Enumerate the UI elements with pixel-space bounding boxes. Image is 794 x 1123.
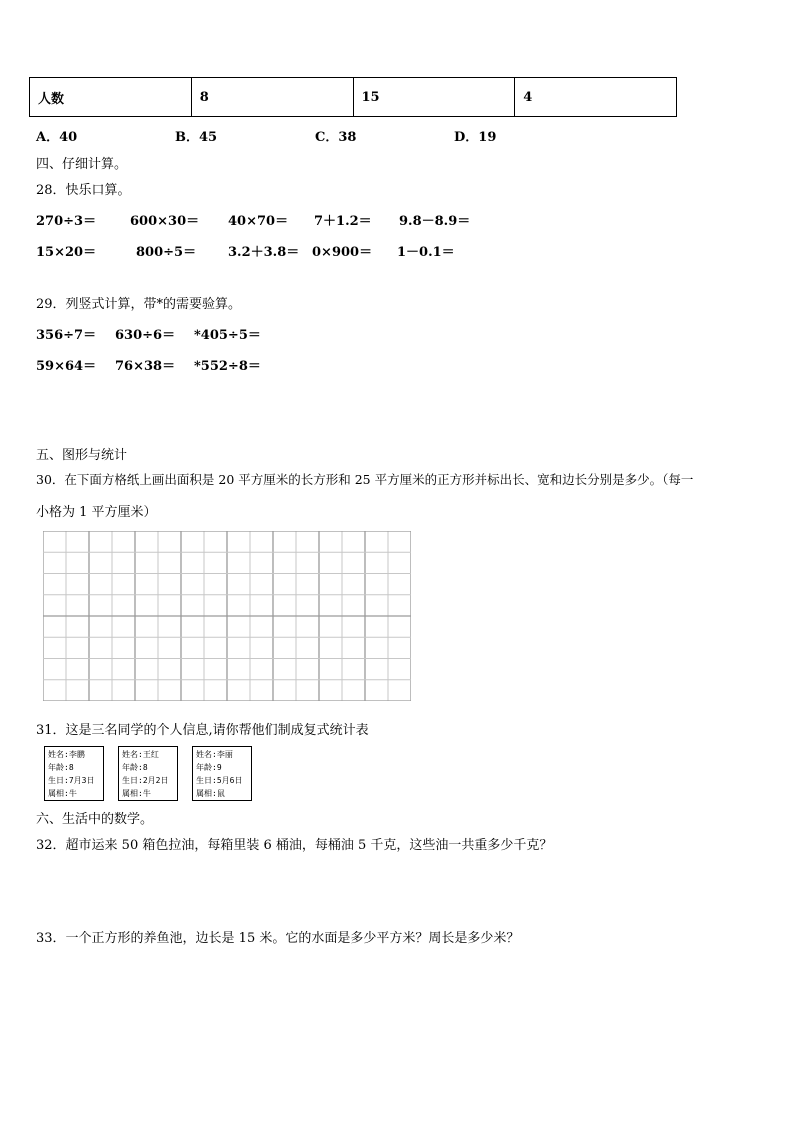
option-c: C．38 [315,130,357,145]
section-5-title: 五、图形与统计 [36,448,128,463]
q28-item: 800÷5＝ [136,245,197,260]
option-b: B．45 [175,130,218,145]
q29-title: 29．列竖式计算，带*的需要验算。 [36,297,242,312]
q28-item: 0×900＝ [312,245,373,260]
grid-paper[interactable] [43,531,411,701]
q33-text: 33．一个正方形的养鱼池，边长是 15 米。它的水面是多少平方米？周长是多少米？ [36,931,520,946]
q29-item: 59×64＝ [36,359,97,374]
q28-item: 40×70＝ [228,214,289,229]
card-line: 姓名:李鹏 [48,750,85,759]
card-line: 生日:2月2日 [122,776,169,785]
card-line: 生日:7月3日 [48,776,95,785]
q28-title: 28．快乐口算。 [36,183,131,198]
card-line: 年龄:8 [48,763,74,772]
card-line: 属相:鼠 [196,789,225,798]
q28-item: 270÷3＝ [36,214,97,229]
q28-item: 1－0.1＝ [397,245,455,260]
q30-text-line1: 30．在下面方格纸上画出面积是 20 平方厘米的长方形和 25 平方厘米的正方形并标出长、宽和边长分别是多少。（每一 [36,472,694,487]
q29-item: *552÷8＝ [194,359,261,374]
option-d: D．19 [454,130,497,145]
q30-text-line2: 小格为 1 平方厘米） [36,505,157,520]
q29-item: 76×38＝ [115,359,176,374]
info-card [118,746,178,801]
table-row [30,78,677,117]
table-cell: 15 [353,78,515,117]
q28-item: 15×20＝ [36,245,97,260]
info-card [192,746,252,801]
card-line: 姓名:李丽 [196,750,233,759]
table-cell: 8 [191,78,353,117]
info-card [44,746,104,801]
q29-item: *405÷5＝ [194,328,261,343]
q28-item: 7＋1.2＝ [314,214,372,229]
table-cell: 4 [515,78,677,117]
card-line: 年龄:8 [122,763,148,772]
section-4-title: 四、仔细计算。 [36,157,128,172]
card-line: 属相:牛 [48,789,77,798]
q28-item: 9.8－8.9＝ [399,214,471,229]
q31-title: 31．这是三名同学的个人信息,请你帮他们制成复式统计表 [36,723,369,738]
q29-item: 356÷7＝ [36,328,97,343]
card-line: 年龄:9 [196,763,222,772]
section-6-title: 六、生活中的数学。 [36,812,154,827]
q28-item: 600×30＝ [130,214,200,229]
card-line: 姓名:王红 [122,750,159,759]
q28-item: 3.2＋3.8＝ [228,245,300,260]
card-line: 属相:牛 [122,789,151,798]
card-line: 生日:5月6日 [196,776,243,785]
q32-text: 32．超市运来 50 箱色拉油，每箱里装 6 桶油，每桶油 5 千克，这些油一共重多少千克？ [36,838,553,853]
option-a: A．40 [36,130,78,145]
answer-table [29,77,677,117]
q29-item: 630÷6＝ [115,328,176,343]
table-cell: 人数 [30,78,192,117]
